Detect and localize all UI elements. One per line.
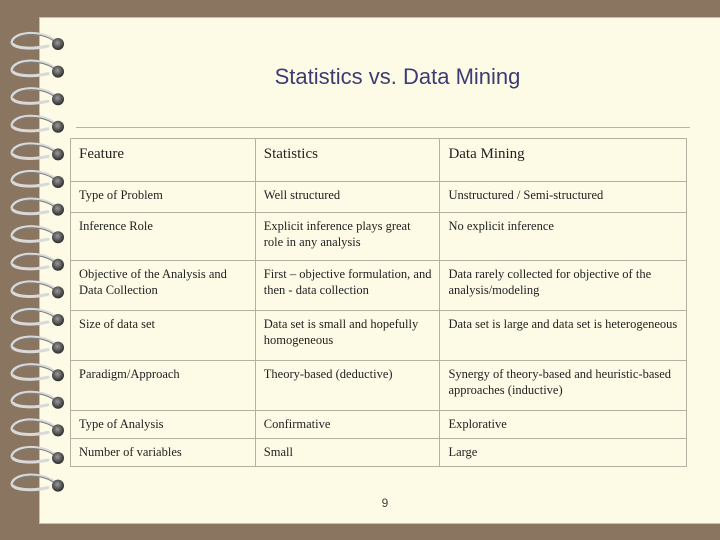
table-cell: Unstructured / Semi-structured bbox=[440, 182, 687, 213]
binding-hole bbox=[52, 176, 64, 188]
table-cell: Theory-based (deductive) bbox=[255, 361, 440, 411]
binding-hole bbox=[52, 204, 64, 216]
binding-hole bbox=[52, 93, 64, 105]
table-cell: Small bbox=[255, 439, 440, 467]
table-cell: Explicit inference plays great role in any analysis bbox=[255, 213, 440, 261]
binding-ring-wire bbox=[12, 447, 54, 462]
page-number: 9 bbox=[381, 496, 389, 510]
binding-hole bbox=[52, 424, 64, 436]
binding-hole bbox=[52, 259, 64, 271]
binding-hole bbox=[52, 314, 64, 326]
table-row bbox=[71, 361, 687, 411]
table-row bbox=[71, 439, 687, 467]
table-cell: Type of Problem bbox=[71, 182, 256, 213]
table-cell: Large bbox=[440, 439, 687, 467]
table-header-row bbox=[71, 139, 687, 182]
table-cell: First – objective formulation, and then - data collection bbox=[255, 261, 440, 311]
table-cell: No explicit inference bbox=[440, 213, 687, 261]
table-row bbox=[71, 182, 687, 213]
binding-hole bbox=[52, 452, 64, 464]
binding-ring-wire bbox=[12, 309, 54, 324]
binding-hole bbox=[52, 231, 64, 243]
binding-ring-wire bbox=[12, 392, 54, 407]
binding-ring-wire bbox=[12, 33, 54, 48]
table-cell: Data set is large and data set is heterogeneous bbox=[440, 311, 687, 361]
table-cell: Number of variables bbox=[71, 439, 256, 467]
binding-ring-wire bbox=[12, 171, 54, 186]
binding-hole bbox=[52, 121, 64, 133]
binding-hole bbox=[52, 342, 64, 354]
table-cell: Data set is small and hopefully homogeneous bbox=[255, 311, 440, 361]
table-cell: Synergy of theory-based and heuristic-based approaches (inductive) bbox=[440, 361, 687, 411]
table-row bbox=[71, 411, 687, 439]
table-cell: Explorative bbox=[440, 411, 687, 439]
binding-hole bbox=[52, 38, 64, 50]
binding-ring-wire bbox=[12, 337, 54, 352]
binding-hole bbox=[52, 480, 64, 492]
header-cell-statistics: Statistics bbox=[255, 139, 440, 182]
binding-ring-wire bbox=[12, 199, 54, 214]
table-cell: Objective of the Analysis and Data Collection bbox=[71, 261, 256, 311]
binding-ring-wire bbox=[12, 89, 54, 104]
binding-ring-wire bbox=[12, 420, 54, 435]
table-cell: Paradigm/Approach bbox=[71, 361, 256, 411]
table-cell: Confirmative bbox=[255, 411, 440, 439]
header-cell-data-mining: Data Mining bbox=[440, 139, 687, 182]
slide-title: Statistics vs. Data Mining bbox=[274, 64, 521, 89]
table-row bbox=[71, 261, 687, 311]
binding-hole bbox=[52, 148, 64, 160]
table-cell: Well structured bbox=[255, 182, 440, 213]
comparison-table bbox=[70, 138, 687, 467]
binding-ring-wire bbox=[12, 475, 54, 490]
binding-hole bbox=[52, 286, 64, 298]
table-cell: Data rarely collected for objective of the analysis/modeling bbox=[440, 261, 687, 311]
table-cell: Inference Role bbox=[71, 213, 256, 261]
table-cell: Type of Analysis bbox=[71, 411, 256, 439]
binding-ring-wire bbox=[12, 227, 54, 242]
binding-hole bbox=[52, 369, 64, 381]
header-cell-feature: Feature bbox=[71, 139, 256, 182]
binding-ring-wire bbox=[12, 282, 54, 297]
binding-ring-wire bbox=[12, 144, 54, 159]
table-cell: Size of data set bbox=[71, 311, 256, 361]
binding-ring-wire bbox=[12, 254, 54, 269]
table-row bbox=[71, 311, 687, 361]
binding-ring-wire bbox=[12, 365, 54, 380]
binding-hole bbox=[52, 397, 64, 409]
title-divider bbox=[76, 127, 690, 128]
binding-ring-wire bbox=[12, 116, 54, 131]
table-row bbox=[71, 213, 687, 261]
